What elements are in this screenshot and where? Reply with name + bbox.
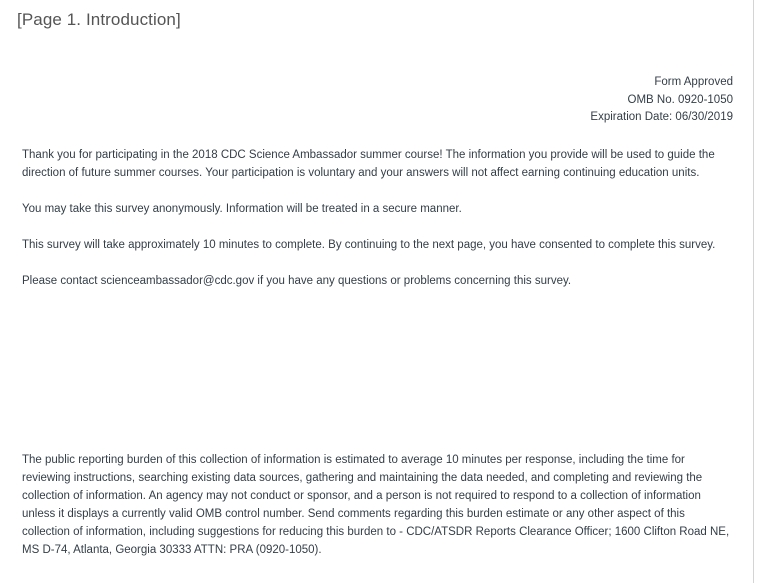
anonymous-paragraph: You may take this survey anonymously. Information will be treated in a secure manner. — [22, 203, 462, 215]
burden-statement: The public reporting burden of this collection of information is estimated to average 10 minutes per response, including the time for reviewing instructions, searching existing data sources, gathering and maintaining the data needed, and completing and reviewing the collection of information. An agency may not conduct or sponsor, and a person is not required to respond to a collection of information unless it displays a currently valid OMB control number. Send comments regarding this burden estimate or any other aspect of this collection of information, including suggestions for reducing this burden to - CDC/ATSDR Reports Clearance Officer; 1600 Clifton Road NE, MS D-74, Atlanta, Georgia 30333 ATTN: PRA (0920-1050). — [22, 454, 730, 556]
contact-paragraph: Please contact scienceambassador@cdc.gov if you have any questions or problems concerning this survey. — [22, 275, 572, 287]
thank-you-paragraph: Thank you for participating in the 2018 CDC Science Ambassador summer course! The information you provide will be used to guide the direction of future summer courses. Your participation is voluntary and your answers will not affect earning continuing education units. — [22, 149, 715, 179]
page-title: [Page 1. Introduction] — [17, 10, 181, 29]
omb-approval-block — [590, 74, 733, 127]
duration-paragraph: This survey will take approximately 10 minutes to complete. By continuing to the next page, you have consented to complete this survey. — [22, 239, 716, 251]
form-approved-label: Form Approved — [654, 76, 733, 88]
expiration-date: Expiration Date: 06/30/2019 — [590, 111, 733, 123]
omb-number: OMB No. 0920-1050 — [627, 93, 733, 106]
intro-text — [22, 146, 734, 308]
